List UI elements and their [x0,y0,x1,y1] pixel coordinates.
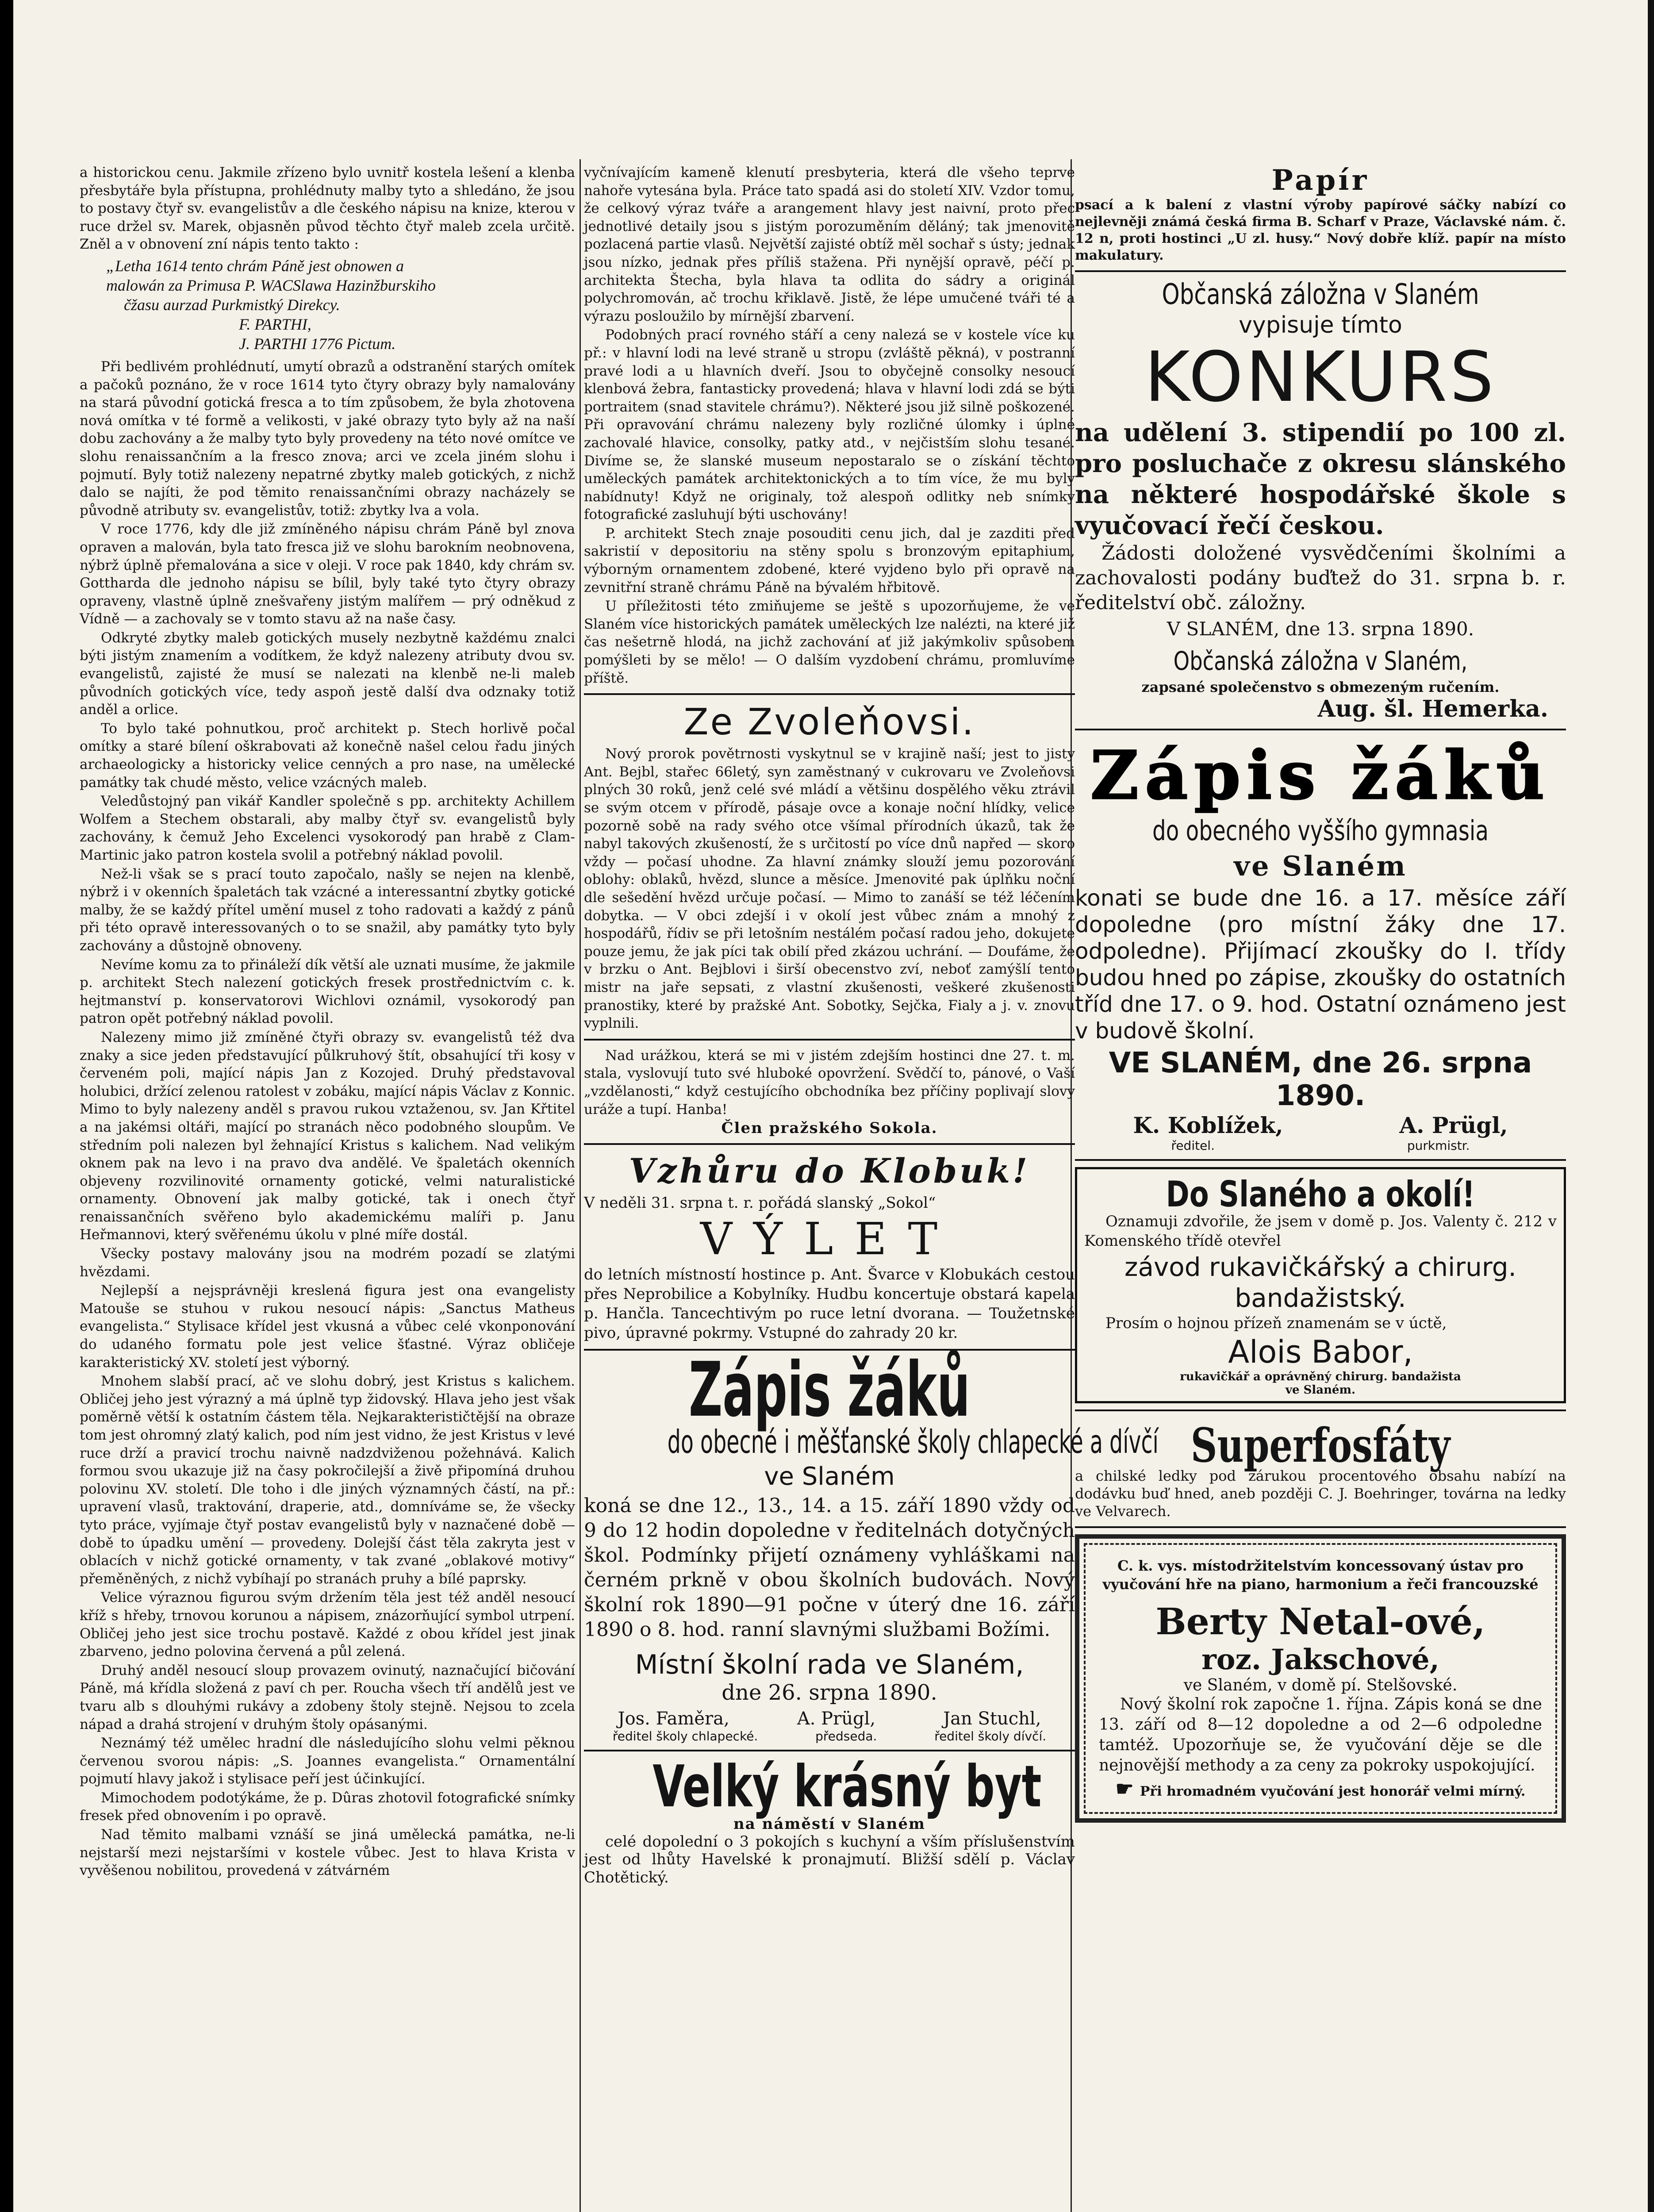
ad-title-wrap [584,1752,1075,1820]
notice-signature: Člen pražského Sokola. [721,1119,938,1137]
inscription [106,256,575,353]
section-divider [1075,1159,1566,1161]
article-paragraph: Nejlepší a nejsprávněji kreslená figura jest ona evangelisty Matouše se stuhou v rukou nesoucí nápis: „Sanctus Matheus evangelista.“ Stylisace křídel jest vkusná a vůbec celé vkonponování do udaného formatu pole jest velice šťastné. Výraz obličeje karakteristický XV. století jest výborný. [80,1283,575,1371]
ad-title-vylet: VÝLET [700,1213,959,1265]
ad-box-babor [1075,1167,1566,1403]
ad-place: ve Slaném, v domě pí. Stelšovské. [1183,1676,1458,1694]
signer-role: ředitel školy chlapecké. [612,1728,758,1743]
article-paragraph: V roce 1776, kdy dle již zmíněného nápisu chrám Páně byl znova opraven a malován, byla tato fresca již ve slohu barokním neobnovena, nýbrž úplně přemalována a sice v oleji. V roce pak 1840, kdy chrám sv. Gottharda dle jednoho nápisu se bílil, byly také tyto čtyry obrazy opraveny, vlastně úplně znešvařeny jistým malířem — prý odněkud z Vídně — a zachovaly se v tomto stavu až na naše časy. [80,521,575,627]
ad-subtitle-wrap [584,1423,1159,1460]
inscription-line: čžasu aurzad Purkmistký Direkcy. [124,296,340,314]
signer: Jos. Faměra, [618,1708,729,1729]
section-divider [584,693,1075,695]
section-divider [584,1143,1075,1145]
inscription-line: „Letha 1614 tento chrám Páně jest obnowen a [106,257,404,275]
article-paragraph: Při bedlivém prohlédnutí, umytí obrazů a odstranění starých omítek a pačoků poznáno, že v roce 1614 tyto čtyry obrazy byly namalovány na stará původní gotická fresca a to tím způsobem, že byla zhotovena nová omítka v té formě a velikosti, v jaké obrazy tyto byly až na naší dobu zachovány a že malby tyto byly provedeny na této nové omítce ve slohu renaissančním a la fresco znova; arci ve zcela jiném slohu i pojmutí. Byly totiž nalezeny nepatrné zbytky maleb gotických, z nichž dalo se najíti, že pod těmito renaissančními obrazy nacházely se původně atributy sv. evangelistův, totiž: zbytky lva a vola. [80,358,575,518]
ad-date: dne 26. srpna 1890. [721,1680,937,1705]
signer: K. Koblížek, [1133,1112,1283,1138]
section-divider [1075,1409,1566,1411]
section-divider [584,1039,1075,1041]
ad-text: do letních místností hostince p. Ant. Švarce v Klobukách cestou přes Neprobilice a Kobylníky. Hudbu koncertuje obstará kapela p. Hančla. Tancechtivým po ruce letní dvorana. — Toužetnské pivo, úpravné pokrmy. Vstupné do zahrady 20 kr. [584,1265,1075,1342]
signer-role: ředitel. [1171,1138,1215,1153]
signer: A. Prügl, [1399,1112,1508,1138]
ad-title-wrap [1075,1417,1566,1473]
ad-name: Berty Netal-ové, [1155,1601,1485,1643]
section-divider [1075,1526,1566,1528]
ad-signature-org: Občanská záložna v Slaném, [1173,646,1468,676]
ad-text-bold: na udělení 3. stipendií po 100 zl. pro posluchače z okresu slánského na některé hospodářské škole s vyučovací řečí českou. [1075,418,1566,540]
ad-subtitle: do obecné i měšťanské školy chlapecké a dívčí [667,1423,1159,1460]
notice-paragraph: Nad urážkou, která se mi v jistém zdejším hostinci dne 27. t. m. stala, vyslovují tuto své hluboké opovržení. Svědčí to, pánové, o Vaší „vzdělanosti,“ když cestujícího obchodníka bez příčiny poplivají slovy uráže a tupí. Hanba! [584,1047,1075,1118]
ad-header: C. k. vys. místodržitelstvím koncessovaný ústav pro vyučování hře na piano, harmonium a řeči francouzské [1102,1557,1539,1593]
ad-intro: V neděli 31. srpna t. r. pořádá slanský „Sokol“ [584,1194,936,1212]
column-1-article [80,164,575,2212]
article-paragraph: Nad těmito malbami vznáší se jiná umělecká památka, ne-li nejstarší mezi nejstaršími v kostele vůbec. Jest to hlava Krista v vyvěšenou nobilitou, provedená v zátvárném [80,1827,575,1879]
ad-name-2: roz. Jakschové, [1201,1643,1439,1676]
article-paragraph: U příležitosti této zmiňujeme se ještě s upozorňujeme, že ve Slaném více historických památek uměleckých lze nalézti, na které již čas nešetrně hlodá, na jichž zachování ať již jakýmkoliv spůsobem pomýšleti by se mělo! — O dalším vyzdobení chrámu, promluvíme příště. [584,598,1075,686]
ad-subtitle: vypisuje tímto [1239,312,1402,338]
ad-subtitle: na náměstí v Slaném [733,1815,925,1833]
ad-title-byt: Velký krásný byt [652,1752,1042,1820]
article-paragraph: Nalezeny mimo již zmíněné čtyři obrazy sv. evangelistů též dva znaky a sice jeden představující půlkruhový štít, obsahující tři kosy v červeném poli, mající nápis Jan z Kozojed. Druhý představoval holubici, držící zelenou ratolest v zobáku, mající nápis Václav z Konnic. Mimo to byly nalezeny anděl s pravou rukou vztaženou, sv. Jan Křtitel a na jakémsi oltáři, mající po stranách něco podobného sloupům. Ve středním poli nalezen byl žehnající Kristus s kalichem. Nad velikým oknem pak na levo i na pravo dva andělé. Ve špaletách okenních objeveny rozvilinovité ornamenty gotické, velmi naturalistické ornamenty. Obnovení jak malby gotické, tak i onech čtyř renaissančních svěřeno bylo akademickému malíři p. Janu Heřmannovi, který svěřenému úkolu v plné míře dostál. [80,1029,575,1243]
article-paragraph: Než-li však se s prací touto započalo, našly se nejen na klenbě, nýbrž i v okenních špaletách tak vzácné a interessantní zbytky gotické malby, že se každý přítel umění musel z toho radovati a každý z pánů při této opravě interessovaných o to se snažil, aby památky tyto byly zachovány a důstojně obnoveny. [80,866,575,954]
article-paragraph: a historickou cenu. Jakmile zřízeno bylo uvnitř kostela lešení a klenba přesbytáře byla přístupna, prohlédnuty malby tyto a shledáno, že jsou to postavy čtyř sv. evangelistův a dle českého nápisu na knize, kterou v ruce držel sv. Marek, objasněn původ těchto čtyř maleb zcela určitě. Zněl a v obnovení zní nápis tento takto : [80,165,575,253]
ad-date: VE SLANÉM, dne 26. srpna 1890. [1109,1047,1532,1112]
article-paragraph: P. architekt Stech znaje posouditi cenu jich, dal je zazditi před sakristií v depositoriu na stěny spolu s bronzovým epitaphium, výborným ornamentem zdobené, které vyjdeno bylo při opravě na zevnitřní straně chrámu Páně na bývalém hřbitově. [584,525,1075,595]
article-paragraph: Odkryté zbytky maleb gotických musely nezbytně každému znalci býti jistým znamením a vodítkem, že když nalezeny atributy dvou sv. evangelistů, zajisté že musí se nalezati na klenbě ne-li maleb původních gotických více, tedy aspoň jestě další dva odznaky totiž anděl a orlice. [80,630,575,718]
ad-text: Oznamuji zdvořile, že jsem v domě p. Jos. Valenty č. 212 v Komenského třídě otevřel [1084,1213,1557,1250]
scan-border-left [0,0,13,2212]
ad-text: konati se bude dne 16. a 17. měsíce září dopoledne (pro místní žáky dne 17. odpoledne). Přijímací zkoušky do I. třídy budou hned po zápise, zkoušky do ostatních tříd dne 17. o 9. hod. Ostatní oznámeno jest v budově školní. [1075,885,1566,1044]
ad-title-zalozna: Občanská záložna v Slaném [1162,278,1479,311]
signer-role: ředitel školy dívčí. [934,1728,1047,1743]
section-title-zvolenovsi: Ze Zvoleňovsi. [683,701,975,744]
ad-subtitle: do obecného vyššího gymnasia [1152,814,1489,847]
ad-headline: závod rukavičkářský a chirurg. bandažistský. [1124,1252,1516,1313]
section-divider [584,1750,1075,1751]
news-paragraph: Nový prorok povětrnosti vyskytnul se v krajině naší; jest to jisty Ant. Bejbl, stařec 66letý, syn zaměstnaný v cukrovaru ve Zvoleňovsi plných 30 roků, jenž celé své mládí a většinu dospělého věku ztrávil se svým otcem v přírodě, pásaje ovce a konaje noční hlídky, velice pozorně sobě na rady svého otce všímal přírodních úkazů, tak že nabyl takových zkušeností, že s určitostí po více dnů napřed — skoro vždy — počasí uhodne. Za hlavní známky slouží jemu pozorování oblohy: oblaků, hvězd, slunce a měsíce. Jmenovité pak úplňku noční dle sešedění hvězd určuje počasí. — Mimo to zanáší se též léčením dobytka. — V obci zdejší i v okolí jest vůbec znám a mnohý z hospodářů, řídiv se při letošním nestálém počasí radou jeho, dokujete pouze jemu, že jak píci tak obilí před zkázou uchrání. — Doufáme, že v brzku o Ant. Bejblovi i širší obecenstvo zví, neboť zamýšlí tento mistr na jaře sepsati, z vlastní zkušenosti, veškeré zkušenosti pranostiky, které by pražské Ant. Sobotky, Sejčka, Fialy a j. v. znovu vyplnili. [584,746,1075,1032]
article-paragraph: Veledůstojný pan vikář Kandler společně s pp. architekty Achillem Wolfem a Stechem obstarali, aby malby čtyř sv. evangelistů byly zachovány, k čemuž Jeho Excelenci vysokorodý pan hrabě z Clam-Martinic jako patron kostela svolil a potřebný náklad povolil. [80,793,575,863]
ad-title-zapis: Zápis žáků [688,1346,971,1434]
ad-title-zapis-gym: Zápis žáků [1090,737,1551,814]
ad-subtitle-wrap [1075,814,1566,850]
signer: Jan Stuchl, [943,1708,1041,1729]
ad-title-konkurs: KONKURS [1144,337,1497,417]
ad-text: koná se dne 12., 13., 14. a 15. září 1890 vždy od 9 do 12 hodin dopoledne v ředitelnách dotyčných škol. Podmínky přijetí oznámeny vyhláškami na černém prkně v obou školních budovách. Nový školní rok 1890—91 počne v úterý dne 16. září 1890 o 8. hod. ranní slavnými službami Božími. [584,1494,1075,1641]
ad-name: Alois Babor, [1228,1334,1413,1370]
column-rule-1 [579,159,581,2212]
ad-footer [1099,1777,1542,1801]
ad-title-wrap [1075,278,1566,312]
article-paragraph: Neznámý též umělec hradní dle následujícího slohu velmi pěknou červenou svorou nápis: „S. Joannes evangelista.“ Ornamentální pojmutí hlavy jakož i stylisace peří jest účinkující. [80,1735,575,1787]
ad-place: ve Slaném [764,1462,895,1491]
inscription-line: malowán za Primusa P. WACSlawa Hazinžburskiho [106,276,436,294]
inscription-signature: J. PARTHI 1776 Pictum. [239,334,396,353]
article-paragraph: Mimochodem podotýkáme, že p. Dûras zhotovil fotografické snímky fresek před obnovením i po opravě. [80,1790,575,1824]
ad-title-babor: Do Slaného a okolí! [1166,1174,1475,1215]
column-2 [584,164,1159,2212]
ad-title-superfosfaty: Superfosfáty [1190,1417,1451,1473]
ad-title-vzhuru: Vzhůru do Klobuk! [629,1151,1030,1191]
section-divider [1075,270,1566,272]
ad-footer-text: Při hromadném vyučování jest honorář velmi mírný. [1140,1784,1526,1799]
article-paragraph: Mnohem slabší prací, ač ve slohu dobrý, jest Kristus s kalichem. Obličej jeho jest výrazný a má úplně typ židovský. Hlava jeho jest však poměrně větší k ostatním částem těla. Nejkarakterističtější na obraze tom jest ohromný zlatý kalich, pod ním jest vidno, že jest Kristus v levé ruce drží a pravicí trochu naivně nadzdviženou požehnává. Kalich formou svou ukazuje již na časy pokročilejší a živě připomíná druhou polovinu XV. století. Dle toho i dle jiných významných částí, na př.: upravení vlasů, traktování, draperie, atd., domníváme se, že všecky tyto práce, vyjímaje čtyř postav evangelistů byly v naznačené době — době to úpadku umění — provedeny. Dolejší část těla zakryta jest v oblacích v nichž gotické ornamenty, v tak zvané „oblakové motivy“ přeměněných, z nichž vybíhají po stranách pruhy a bílé paprsky. [80,1373,575,1587]
column-3-ads [1075,164,1566,2212]
article-paragraph: To bylo také pohnutkou, proč architekt p. Stech horlivě počal omítky a staré bílení oškrabovati až konečně našel celou řadu jiných archaeologicky a historicky velice cenných a pro nase, na umělecké památky tak chudé město, velice vzácných maleb. [80,720,575,791]
pointing-hand-icon: ☛ [1115,1777,1134,1801]
ad-box-netal [1075,1534,1566,1823]
section-divider [1075,729,1566,730]
scan-border-right [1648,0,1654,2212]
ad-roles [1075,1138,1566,1153]
ad-signers [584,1709,1075,1729]
ad-roles [584,1729,1075,1743]
article-paragraph: vyčnívajícím kameně klenutí presbyteria, která dle všeho teprve nahoře vytesána byla. Práce tato spadá asi do století XIV. Vzdor tomu, že celkový výraz tváře a arangement hlavy jest naivní, proto přec jednotlivé detaily jsou s jistým porozuměním děláný; tak jmenovitě pozlacená partie vlasů. Největší zajisté obtíž měl sochař s ústy; jednak jsou nízko, jednak přes příliš stažena. Při nynější opravě, péčí p. architekta Štecha, byla hlava ta odlita do sádry a originál polychromován, ač trochu křiklavě. Jistě, že lépe umučené tváři té a výrazu posloužilo by mírnější zbarvení. [584,165,1075,324]
article-paragraph: Podobných prací rovného stáří a ceny nalezá se v kostele více ku př.: v hlavní lodi na levé straně u stropu (zvláště pěkná), v postranní pravé lodi a u hlavních dveří. Jsou to obyčejně consolky nesoucí klenbová žebra, fantasticky provedená; hlava v hlavní lodi zdá se býti portraitem (snad stavitele chrámu?). Některé jsou již silně poškozené. Při opravování chrámu nalezeny byly rozličné úlomky i úplné zachovalé hlavice, consolky, patky atd., v nejčistším slohu tesané. Divíme se, že slanské museum nepostaralo se o získání těchto uměleckých památek architektonických a to tím více, že mu byly nabídnuty! Když ne originaly, tož alespoň odlitky neb snímky fotografické zasluhují býti uschovány! [584,327,1075,523]
ad-signature-sub: zapsané společenstvo s obmezeným ručením. [1141,679,1500,695]
signer-role: purkmistr. [1407,1138,1470,1153]
ad-place: ve Slaném [1234,850,1407,882]
ad-title-wrap [584,1346,1075,1434]
ad-text: Žádosti doložené vysvědčeními školními a zachovalosti podány buďtež do 31. srpna b. r. ředitelství obč. záložny. [1075,542,1566,614]
inscription-signature: F. PARTHI, [239,315,311,333]
article-paragraph: Nevíme komu za to přináleží dík větší ale uznati musíme, že jakmile p. architekt Stech nalezení gotických fresek prostřednictvím c. k. hejtmanství p. konservatorovi Wichlovi oznámil, vysokorodý pan patron opět potřebný náklad povolil. [80,956,575,1027]
ad-role: rukavičkář a oprávněný chirurg. bandažista ve Slaném. [1180,1370,1461,1397]
article-paragraph: Velice výraznou figurou svým držením těla jest též anděl nesoucí kříž s hřeby, trnovou korunou a nápisem, znázorňující symbol utrpení. Obličej jeho jest sice trochu postavě. Každé z obou křídel jest jinak zbarveno, jedno polovina červená a půl zelená. [80,1590,575,1660]
signer: A. Prügl, [797,1708,876,1729]
ad-text: psací a k balení z vlastní výroby papírové sáčky nabízí co nejlevněji známá česká firma B. Scharf v Praze, Václavské nám. č. 12 n, proti hostinci „U zl. husy.“ Nový dobře klíž. papír na místo makulatury. [1075,197,1566,263]
ad-sig-wrap [1075,646,1566,679]
ad-text: celé dopolední o 3 pokojích s kuchyní a vším příslušenstvím jest od lhůty Havelské k pronajmutí. Bližší sdělí p. Václav Chotětický. [584,1832,1075,1886]
ad-council: Místní školní rada ve Slaném, [635,1649,1024,1680]
ad-title-papir: Papír [1271,164,1370,197]
ad-signers [1075,1112,1566,1138]
article-paragraph: Druhý anděl nesoucí sloup provazem ovinutý, naznačující bičování Páně, má křídla složená z paví ch per. Roucha všech tří andělů jest ve tvaru alb s dlouhými rukávy a zdobeny štoly stejně. Nejsou to zcela nápad a drahá strojení v druhým štoly opásanými. [80,1662,575,1732]
ad-text: Prosím o hojnou přízeň znamenám se v úctě, [1105,1314,1447,1332]
article-paragraph: Všecky postavy malovány jsou na modrém pozadí se zlatými hvězdami. [80,1246,575,1280]
signer-role: předseda. [815,1728,877,1743]
ad-signer: Aug. šl. Hemerka. [1317,695,1548,722]
ad-title-wrap [1084,1174,1557,1215]
ad-text: Nový školní rok započne 1. října. Zápis koná se dne 13. září od 8—12 dopoledne a od 2—6 odpoledne tamtéž. Upozorňuje se, že vyučování děje se dle nejnovější methody a za ceny za pokroky uspokojující. [1099,1695,1542,1774]
ad-date: V SLANÉM, dne 13. srpna 1890. [1167,618,1474,640]
ad-text: a chilské ledky pod zárukou procentového obsahu nabízí na dodávku buď hned, aneb později C. J. Boehringer, továrna na ledky ve Velvarech. [1075,1467,1566,1520]
